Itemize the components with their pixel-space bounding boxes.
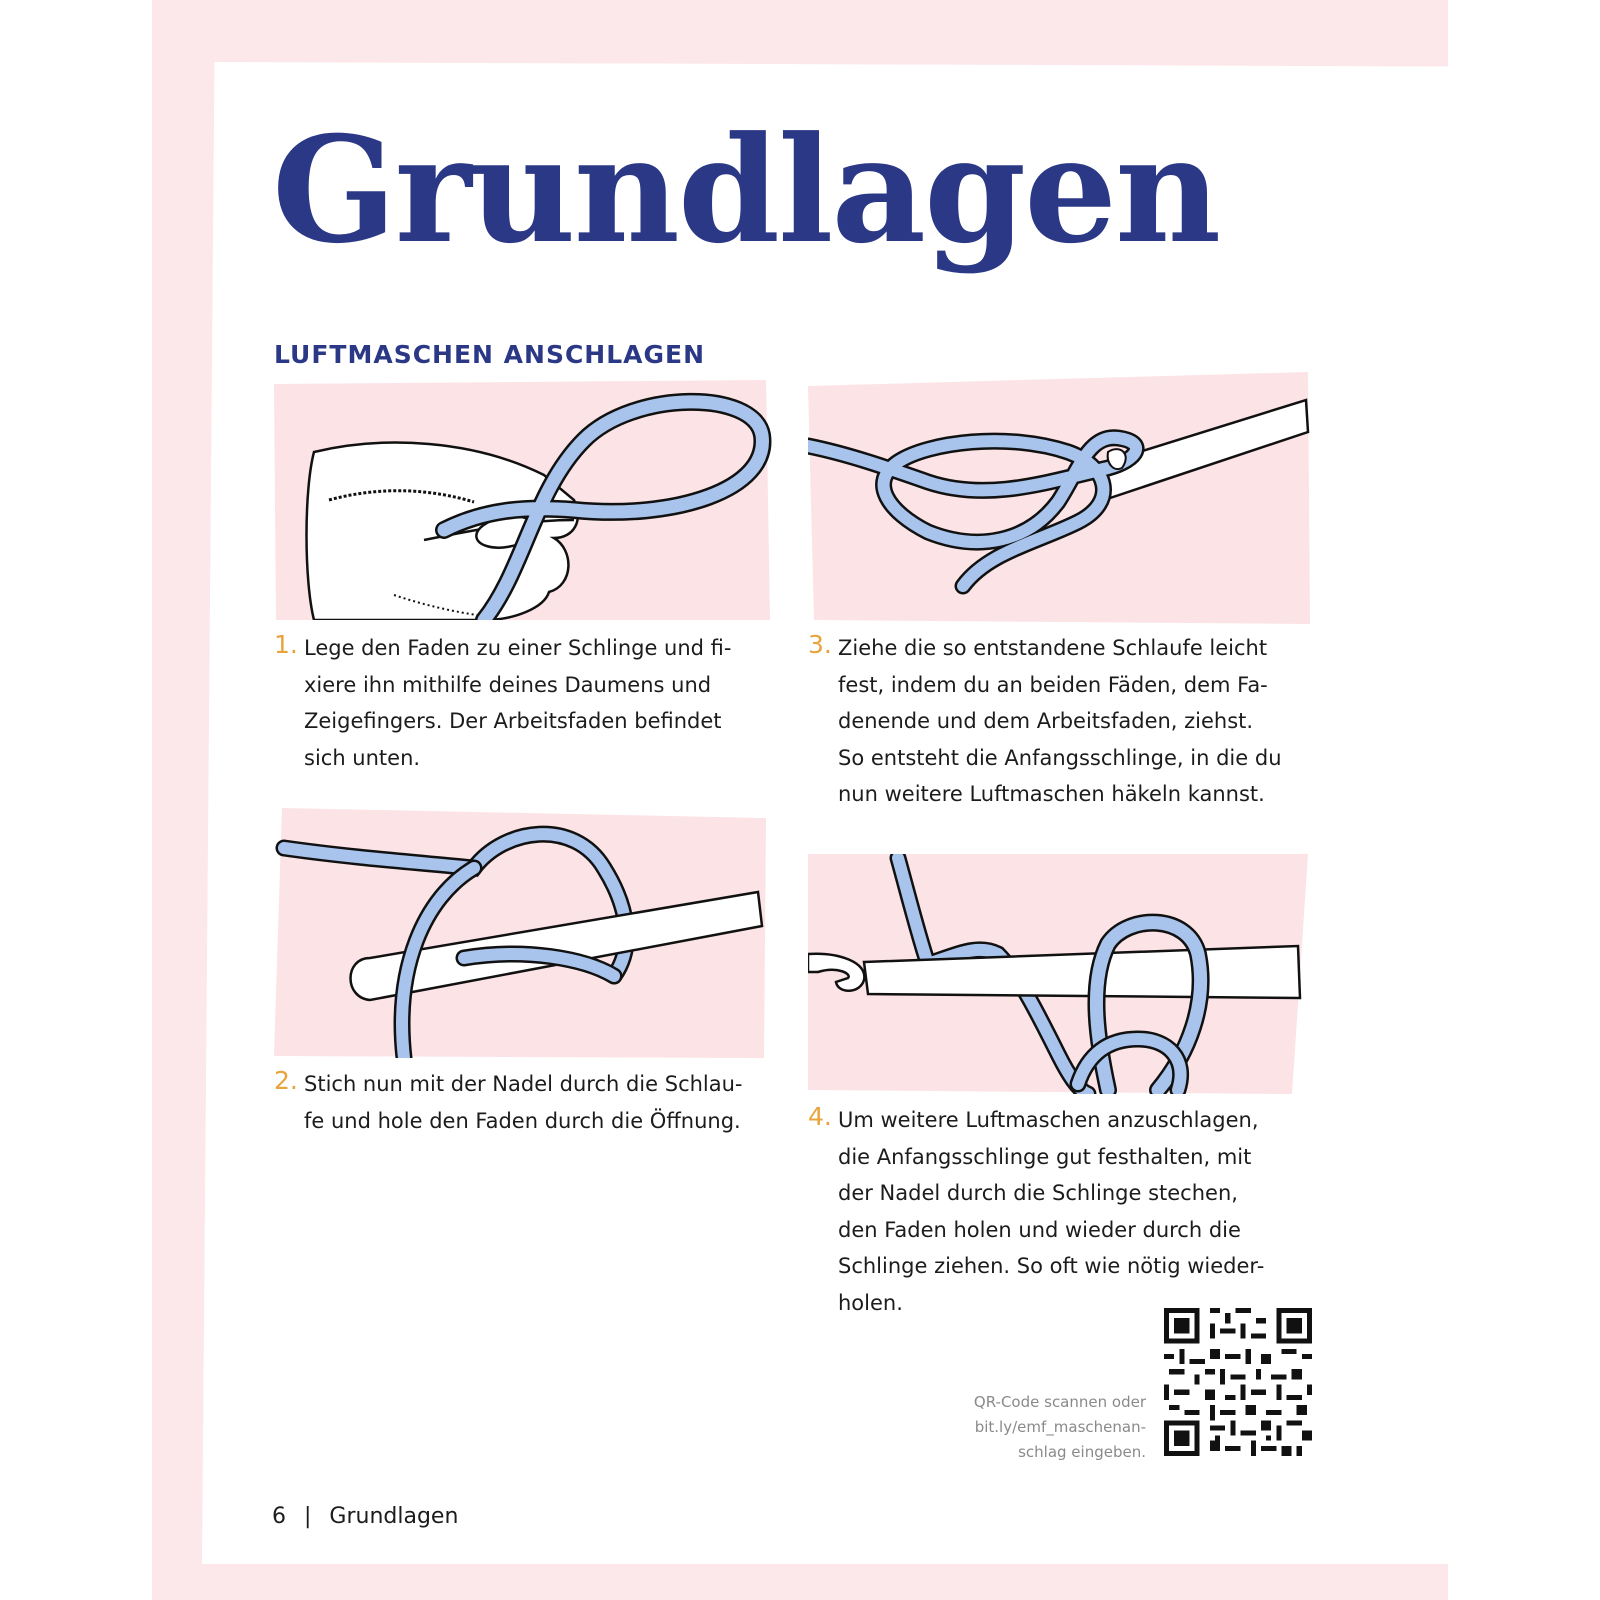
step-4-illustration — [808, 854, 1310, 1094]
page-footer — [272, 1504, 458, 1529]
qr-code[interactable] — [1164, 1308, 1312, 1456]
step-number: 4. — [808, 1102, 832, 1131]
page-title: Grundlagen — [272, 105, 1220, 276]
step-number: 1. — [274, 630, 298, 659]
page-number: 6 — [272, 1504, 286, 1529]
step-text: Ziehe die so entstandene Schlaufe leicht fest, indem du an beiden Fäden, dem Fa- denende und dem Arbeitsfaden, ziehst. So entsteht die Anfangsschlinge, in die du nun weitere Luftmaschen häkeln kannst. — [838, 636, 1282, 806]
footer-separator: | — [304, 1504, 312, 1529]
section-heading: LUFTMASCHEN ANSCHLAGEN — [274, 340, 706, 369]
step-number: 3. — [808, 630, 832, 659]
step-2-illustration — [274, 808, 774, 1058]
step-text: Um weitere Luftmaschen anzuschlagen, die Anfangsschlinge gut festhalten, mit der Nadel durch die Schlinge stechen, den Faden holen und wieder durch die Schlinge ziehen. So oft wie nötig wieder- holen. — [838, 1108, 1265, 1315]
step-3-illustration — [808, 372, 1310, 624]
step-number: 2. — [274, 1066, 298, 1095]
step-text: Lege den Faden zu einer Schlinge und fi- xiere ihn mithilfe deines Daumens und Zeigefingers. Der Arbeitsfaden befindet sich unten. — [304, 636, 732, 770]
step-text: Stich nun mit der Nadel durch die Schlau- fe und hole den Faden durch die Öffnung. — [304, 1072, 743, 1133]
qr-caption: QR-Code scannen oder bit.ly/emf_maschenan- schlag eingeben. — [973, 1393, 1146, 1461]
footer-section: Grundlagen — [329, 1504, 459, 1529]
step-1-illustration — [274, 380, 774, 620]
